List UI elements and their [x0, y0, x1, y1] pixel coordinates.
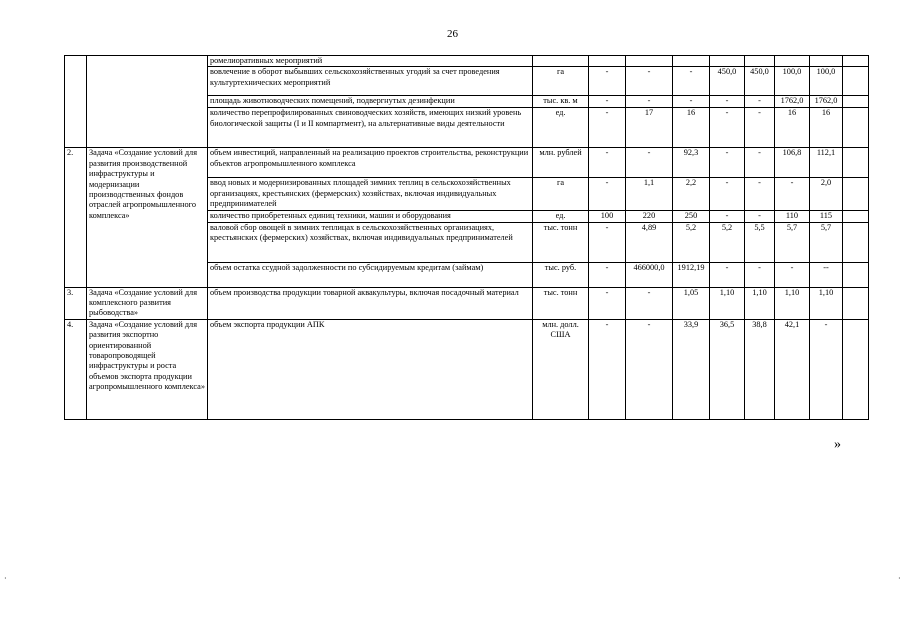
unit-cell: млн. долл. США [533, 319, 589, 419]
value-cell: - [589, 108, 626, 148]
indicator-cell: ввод новых и модернизированных площадей зимних теплиц в сельскохозяйственных организациях, крестьянских (фермерских) хозяйствах, включая индивидуальных предпринимателей [208, 178, 533, 210]
value-cell: - [673, 96, 710, 108]
task-number-cell: 4. [65, 319, 87, 419]
indicator-cell: объем производства продукции товарной аквакультуры, включая посадочный материал [208, 287, 533, 319]
value-cell: 1,10 [810, 287, 843, 319]
value-cell: - [710, 96, 745, 108]
value-cell: 2,0 [810, 178, 843, 210]
value-cell: - [710, 108, 745, 148]
value-cell: 100,0 [775, 67, 810, 96]
unit-cell: тыс. кв. м [533, 96, 589, 108]
unit-cell: га [533, 67, 589, 96]
value-cell: - [589, 319, 626, 419]
task-cell: Задача «Создание условий для развития производственной инфраструктуры и модернизации производственных фондов отраслей агропромышленного комплекса» [87, 148, 208, 287]
value-cell: 1762,0 [810, 96, 843, 108]
value-cell: 42,1 [775, 319, 810, 419]
value-cell: - [710, 262, 745, 287]
value-cell: - [626, 319, 673, 419]
unit-cell: тыс. тонн [533, 287, 589, 319]
indicator-cell: объем инвестиций, направленный на реализацию проектов строительства, реконструкции объектов агропромышленного комплекса [208, 148, 533, 178]
value-cell: - [626, 67, 673, 96]
value-cell: 16 [673, 108, 710, 148]
value-cell: - [589, 262, 626, 287]
value-cell [843, 96, 869, 108]
value-cell: - [673, 67, 710, 96]
value-cell: - [745, 210, 775, 222]
value-cell: 450,0 [710, 67, 745, 96]
value-cell: 17 [626, 108, 673, 148]
task-number-cell: 3. [65, 287, 87, 319]
value-cell [843, 56, 869, 67]
value-cell: - [626, 96, 673, 108]
value-cell: - [745, 178, 775, 210]
value-cell: 36,5 [710, 319, 745, 419]
closing-quote-mark: » [834, 437, 841, 452]
value-cell [775, 56, 810, 67]
value-cell: - [589, 222, 626, 262]
value-cell: 115 [810, 210, 843, 222]
value-cell: 33,9 [673, 319, 710, 419]
task-cell: Задача «Создание условий для развития экспортно ориентированной товаропроводящей инфраструктуры и роста объемов экспорта продукции агропромышленного комплекса» [87, 319, 208, 419]
value-cell: 38,8 [745, 319, 775, 419]
indicators-table [64, 55, 869, 420]
value-cell: - [589, 96, 626, 108]
task-number-cell: 2. [65, 148, 87, 287]
task-number-cell [65, 56, 87, 148]
value-cell [843, 210, 869, 222]
task-cell: Задача «Создание условий для комплексного развития рыбоводства» [87, 287, 208, 319]
unit-cell [533, 56, 589, 67]
indicator-cell: объем остатка ссудной задолженности по субсидируемым кредитам (займам) [208, 262, 533, 287]
value-cell: - [745, 96, 775, 108]
value-cell: - [589, 67, 626, 96]
indicator-cell: валовой сбор овощей в зимних теплицах в сельскохозяйственных организациях, крестьянских (фермерских) хозяйствах, включая индивидуальных предпринимателей [208, 222, 533, 262]
value-cell: 110 [775, 210, 810, 222]
value-cell: 16 [810, 108, 843, 148]
value-cell: 1,05 [673, 287, 710, 319]
value-cell [843, 108, 869, 148]
unit-cell: тыс. руб. [533, 262, 589, 287]
value-cell [843, 287, 869, 319]
value-cell [843, 319, 869, 419]
value-cell: - [775, 262, 810, 287]
value-cell: 5,7 [810, 222, 843, 262]
value-cell: - [775, 178, 810, 210]
value-cell: 2,2 [673, 178, 710, 210]
value-cell: 220 [626, 210, 673, 222]
value-cell: -- [810, 262, 843, 287]
value-cell: - [589, 178, 626, 210]
indicator-cell: объем экспорта продукции АПК [208, 319, 533, 419]
value-cell [710, 56, 745, 67]
value-cell [810, 56, 843, 67]
value-cell: 250 [673, 210, 710, 222]
value-cell: 1,10 [745, 287, 775, 319]
value-cell: - [710, 210, 745, 222]
value-cell: 100,0 [810, 67, 843, 96]
value-cell [589, 56, 626, 67]
value-cell: - [745, 148, 775, 178]
unit-cell: ед. [533, 108, 589, 148]
value-cell: - [745, 108, 775, 148]
value-cell: 106,8 [775, 148, 810, 178]
value-cell: 5,7 [775, 222, 810, 262]
value-cell: 5,5 [745, 222, 775, 262]
value-cell: - [810, 319, 843, 419]
value-cell [745, 56, 775, 67]
value-cell: 112,1 [810, 148, 843, 178]
value-cell: 466000,0 [626, 262, 673, 287]
value-cell: - [589, 287, 626, 319]
indicator-cell: площадь животноводческих помещений, подвергнутых дезинфекции [208, 96, 533, 108]
value-cell: 5,2 [710, 222, 745, 262]
value-cell [843, 67, 869, 96]
unit-cell: ед. [533, 210, 589, 222]
table-row [65, 319, 869, 419]
unit-cell: млн. рублей [533, 148, 589, 178]
indicator-cell: вовлечение в оборот выбывших сельскохозяйственных угодий за счет проведения культуртехнических мероприятий [208, 67, 533, 96]
value-cell: - [626, 148, 673, 178]
value-cell: 1,1 [626, 178, 673, 210]
table-row [65, 287, 869, 319]
value-cell: 1912,19 [673, 262, 710, 287]
right-margin-mark: · [898, 574, 901, 583]
value-cell: - [745, 262, 775, 287]
task-cell [87, 56, 208, 148]
value-cell: - [626, 287, 673, 319]
unit-cell: тыс. тонн [533, 222, 589, 262]
indicator-cell: ромелиоративных мероприятий [208, 56, 533, 67]
indicator-cell: количество перепрофилированных свиноводческих хозяйств, имеющих низкий уровень биологической защиты (I и II компартмент), на альтернативные виды деятельности [208, 108, 533, 148]
indicator-cell: количество приобретенных единиц техники, машин и оборудования [208, 210, 533, 222]
value-cell [843, 262, 869, 287]
value-cell: 4,89 [626, 222, 673, 262]
value-cell: 450,0 [745, 67, 775, 96]
value-cell [673, 56, 710, 67]
value-cell: - [710, 178, 745, 210]
value-cell: 92,3 [673, 148, 710, 178]
value-cell: 16 [775, 108, 810, 148]
value-cell [843, 148, 869, 178]
value-cell: 1,10 [710, 287, 745, 319]
value-cell [843, 178, 869, 210]
value-cell: 100 [589, 210, 626, 222]
value-cell [843, 222, 869, 262]
page-number: 26 [447, 28, 458, 40]
value-cell: 1762,0 [775, 96, 810, 108]
value-cell: - [589, 148, 626, 178]
table-row [65, 56, 869, 67]
left-margin-mark: · [4, 574, 7, 583]
value-cell [626, 56, 673, 67]
value-cell: 1,10 [775, 287, 810, 319]
value-cell: - [710, 148, 745, 178]
unit-cell: га [533, 178, 589, 210]
table-row [65, 148, 869, 178]
value-cell: 5,2 [673, 222, 710, 262]
